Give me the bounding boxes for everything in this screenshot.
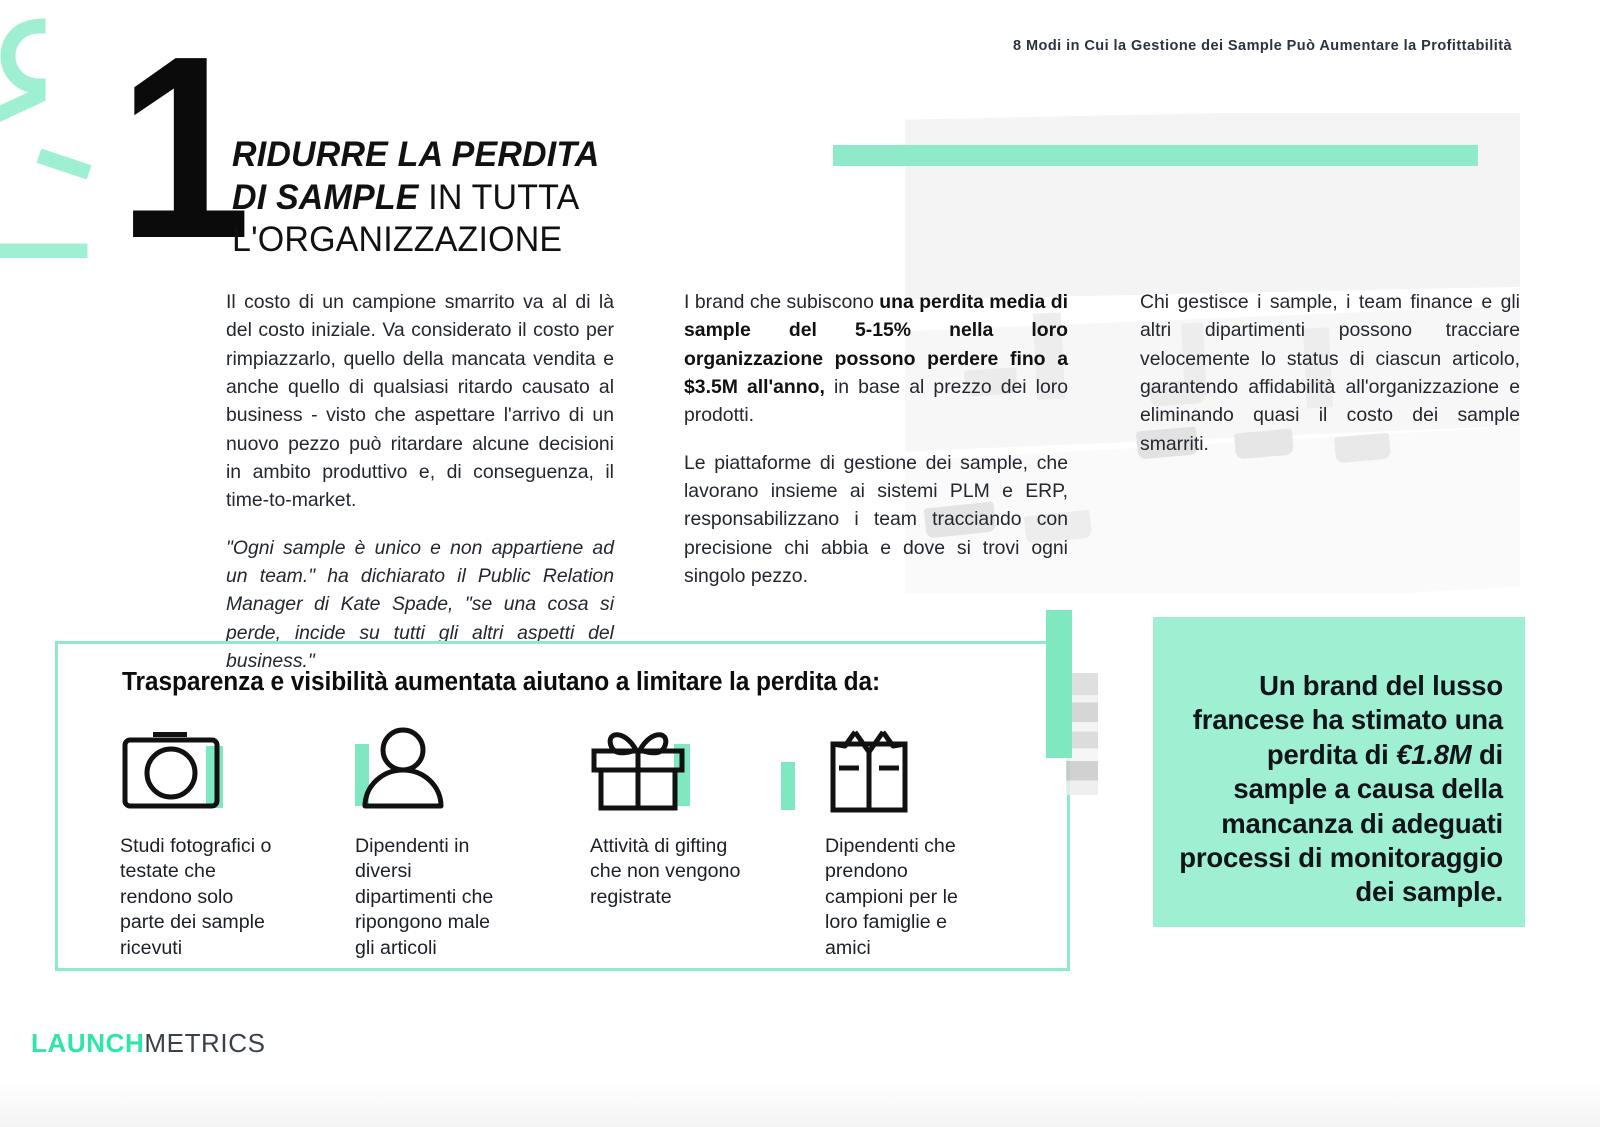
launchmetrics-logo — [31, 1028, 266, 1059]
logo-part-metrics: METRICS — [144, 1028, 266, 1058]
panel-title: Trasparenza e visibilità aumentata aiutano a limitare la perdita da: — [122, 668, 881, 696]
col1-quote: "Ogni sample è unico e non appartiene ad un team." ha dichiarato il Public Relation Manager di Kate Spade, "se una cosa si perde, incide su tutti gli altri aspetti del business." — [226, 536, 614, 672]
callout-line2: di sample a causa della mancanza di adeguati processi di monitoraggio dei sample. — [1179, 738, 1503, 908]
list-item — [825, 726, 1060, 961]
callout-amount: €1.8M — [1396, 738, 1472, 770]
shirt-icon — [825, 726, 955, 818]
logo-part-launch: LAUNCH — [31, 1028, 145, 1058]
statistic-callout — [1153, 617, 1525, 927]
page-title-emphasis: RIDURRE LA PERDITA DI SAMPLE — [232, 135, 599, 217]
loss-source-list — [120, 726, 1060, 961]
col3-paragraph: Chi gestisce i sample, i team finance e gli altri dipartimenti possono tracciare velocemente lo status di ciascun articolo, garantendo affidabilità all'organizzazione e eliminando quasi il costo dei sample smarriti. — [1140, 291, 1520, 455]
col2-paragraph-2: Le piattaforme di gestione dei sample, che lavorano insieme ai sistemi PLM e ERP, responsabilizzano i team tracciando con precisione chi abbia e dove si trovi ogni singolo pezzo. — [684, 451, 1068, 587]
body-column-3 — [1140, 288, 1520, 458]
callout-text — [1173, 669, 1503, 910]
col2-paragraph-1 — [684, 288, 1068, 430]
page-bottom-strip — [0, 1080, 1600, 1127]
list-item — [120, 726, 355, 961]
page-title-rest: IN TUTTA L'ORGANIZZAZIONE — [232, 177, 578, 260]
list-item-label: Dipendenti che prendono campioni per le loro famiglie e amici — [825, 835, 958, 959]
document-header-title: 8 Modi in Cui la Gestione dei Sample Può Aumentare la Profittabilità — [1013, 38, 1512, 54]
person-icon — [355, 726, 485, 818]
col2-p1-post: in base al prezzo dei loro prodotti. — [684, 375, 1069, 427]
callout-line1: Un brand del lusso francese ha stimato una perdita di — [1192, 670, 1503, 770]
col2-p1-bold: una perdita media di sample del 5-15% nella loro organizzazione possono perdere fino a $3.5M all'anno, — [684, 291, 1068, 398]
list-item-label: Attività di gifting che non vengono registrate — [590, 835, 741, 908]
camera-icon — [120, 726, 250, 818]
list-item-label: Dipendenti in diversi dipartimenti che ripongono male gli articoli — [355, 835, 494, 959]
gift-icon — [590, 726, 720, 818]
list-item-label: Studi fotografici o testate che rendono solo parte dei sample ricevuti — [120, 835, 272, 959]
section-number: 1 — [118, 3, 239, 293]
col2-p1-pre: I brand che subiscono — [684, 291, 880, 313]
body-column-1 — [226, 288, 614, 675]
page-title — [232, 134, 639, 262]
green-accent-bar-top — [833, 145, 1478, 166]
clothes-hanger-icon — [0, 8, 116, 258]
list-item — [355, 726, 590, 961]
col1-paragraph: Il costo di un campione smarrito va al di là del costo iniziale. Va considerato il costo per rimpiazzarlo, quello della mancata vendita e anche quello di qualsiasi ritardo causato al business - visto che aspettare l'arrivo di un nuovo pezzo può ritardare alcune decisioni in ambito produttivo e, di conseguenza, il time-to-market. — [226, 291, 614, 512]
body-column-2 — [684, 288, 1068, 590]
